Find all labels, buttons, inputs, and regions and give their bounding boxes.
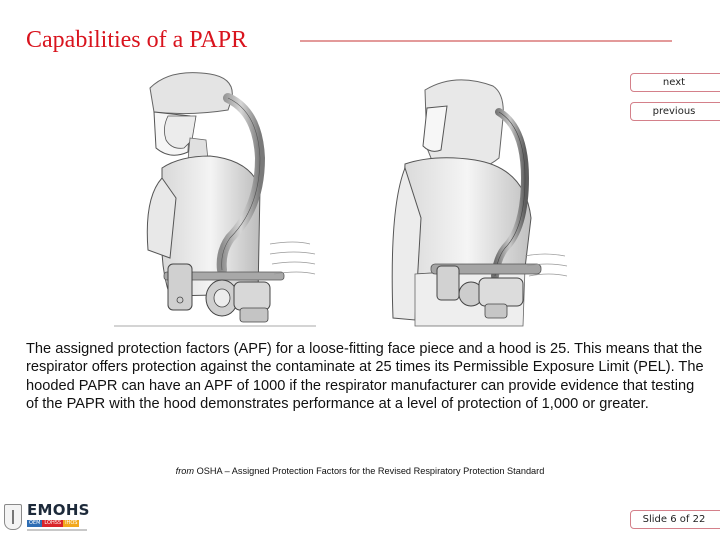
papr-hood-illustration: [375, 68, 570, 330]
papr-face-piece-illustration: [110, 68, 320, 330]
title-divider: [300, 40, 672, 42]
logo-segment-ihos: IHOS: [65, 520, 78, 526]
person-with-papr-icon: [110, 68, 320, 330]
logo-segment-oem: OEM: [29, 520, 41, 526]
citation-prefix: from: [175, 466, 195, 476]
logo-segment-lohss: LOHSS: [44, 520, 62, 526]
umdnj-seal-icon: [4, 504, 22, 530]
slide-title: Capabilities of a PAPR: [26, 27, 248, 53]
citation: [0, 466, 720, 476]
emohs-logo: [4, 502, 88, 534]
body-paragraph: The assigned protection factors (APF) for a loose-fitting face piece and a hood is 25. This means that the respirator offers protection against the contaminate at 25 times its Permissible Exposure Limit (PEL). The hooded PAPR can have an APF of 1000 if the respirator manufacturer can provide evidence that testing of the PAPR with the hood demonstrates performance at a level of protection of 1,000 or greater.: [26, 341, 704, 412]
person-with-hooded-papr-icon: [375, 68, 570, 330]
previous-button[interactable]: previous: [630, 102, 720, 121]
next-button[interactable]: next: [630, 73, 720, 92]
logo-wordmark: EMOHS: [27, 501, 90, 519]
logo-tagline: [27, 529, 87, 531]
citation-source: OSHA – Assigned Protection Factors for the Revised Respiratory Protection Standard: [194, 466, 545, 476]
slide-counter: Slide 6 of 22: [630, 510, 720, 529]
logo-segments: [27, 520, 79, 527]
